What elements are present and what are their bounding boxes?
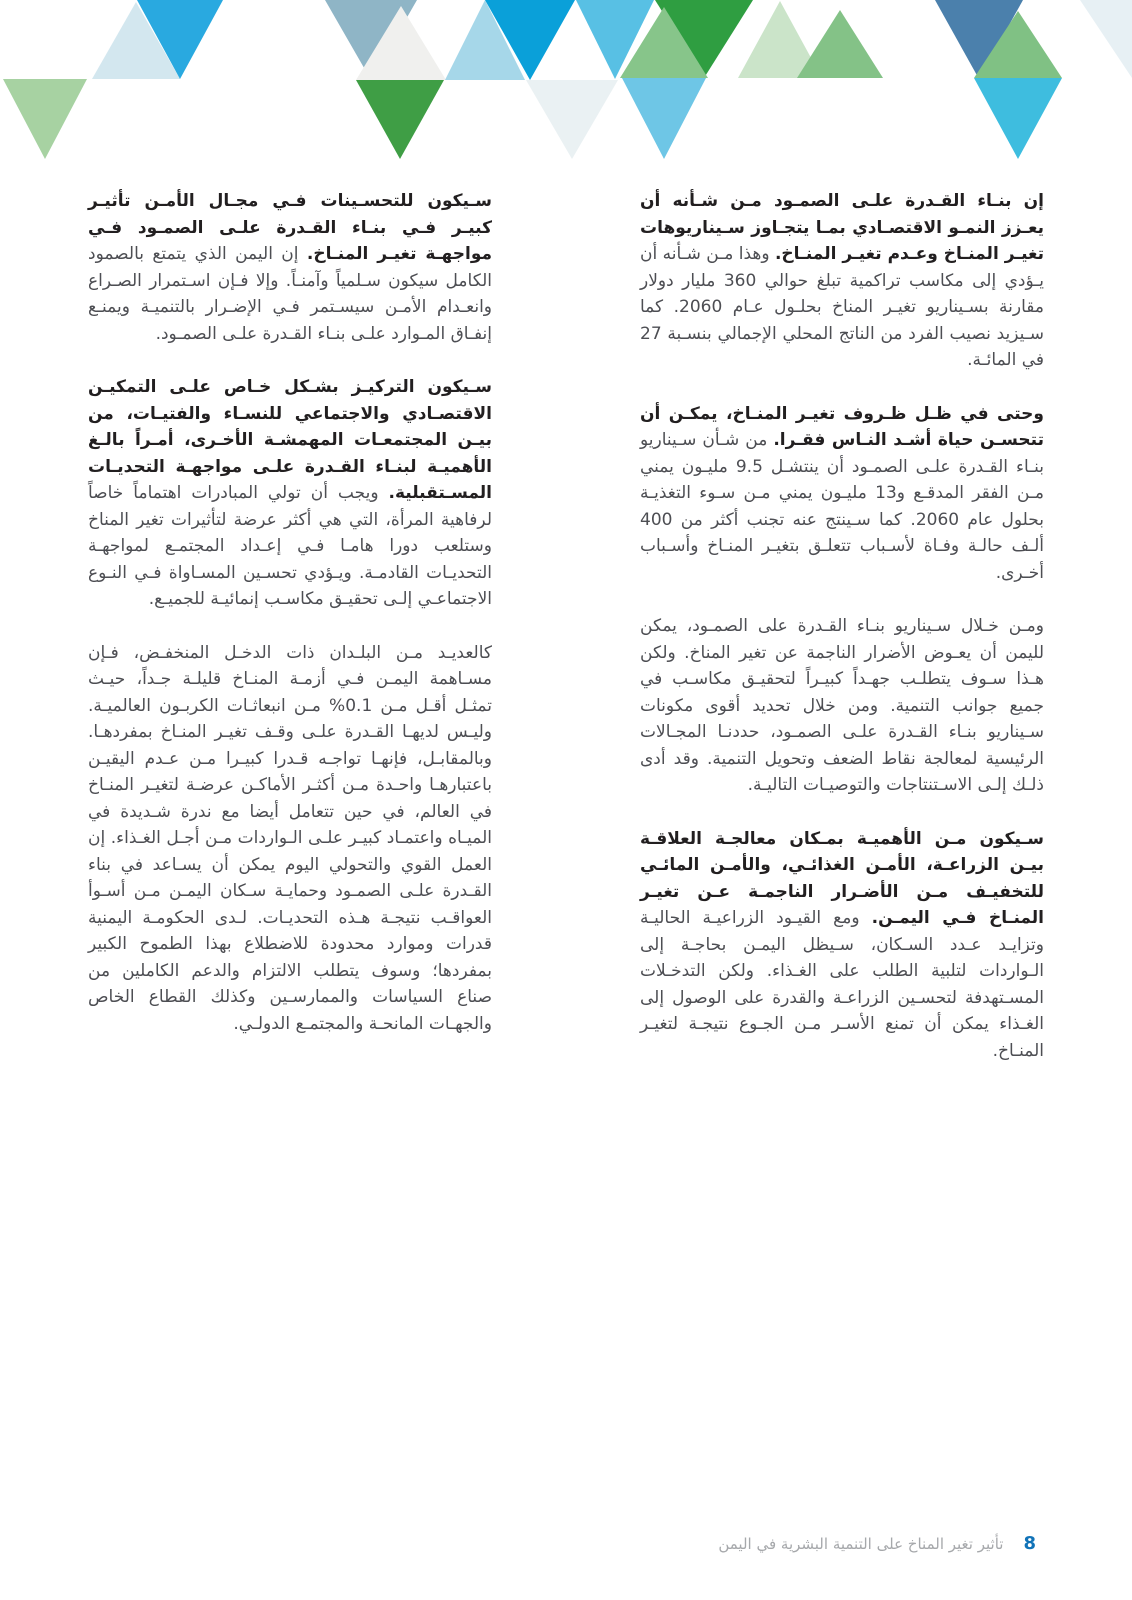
page-number: 8 [1023, 1533, 1036, 1554]
paragraph-body: من شـأن سـيناريو بنـاء القـدرة علـى الصمـود أن ينتشـل 9.5 مليـون يمني مـن الفقر المدقـع و13 مليـون يمني مـن سـوء التغذيـة بحلول عام 2060. كما سـينتج عنه تجنب أكثر من 400 ألـف حالـة وفـاة لأسـباب تتعلـق بتغيـر المنـاخ وأسـباب أخـرى. [640, 430, 1044, 583]
paragraph [640, 613, 1044, 799]
triangle-shape [620, 7, 708, 78]
paragraph-body: وهذا مـن شـأنه أن يـؤدي إلى مكاسب تراكمية تبلغ حوالي 360 مليار دولار مقارنة بسـيناريو تغيـر المناخ بحلـول عـام 2060. كما سـيزيد نصيب الفرد من الناتج المحلي الإجمالي بنسـبة 27 في المائـة. [640, 244, 1044, 370]
paragraph-lead: إن بنـاء القـدرة علـى الصمـود مـن شـأنه أن يعـزز النمـو الاقتصـادي بمـا يتجـاوز سـيناريوهات تغيـر المنـاخ وعـدم تغيـر المنـاخ. [640, 191, 1044, 264]
paragraph [640, 826, 1044, 1065]
triangle-shape [3, 79, 87, 159]
triangle-shape [974, 78, 1062, 159]
footer [718, 1533, 1036, 1554]
triangle-shape [485, 0, 575, 80]
text-column-right [640, 188, 1044, 1091]
triangle-shape [974, 11, 1062, 78]
triangle-shape [526, 80, 618, 159]
paragraph-lead: وحتى في ظـل ظـروف تغيـر المنـاخ، يمكـن أن تتحسـن حياة أشـد النـاس فقـرا. [640, 403, 1044, 450]
paragraph [88, 640, 492, 1038]
triangle-shape [797, 10, 883, 78]
triangle-shape [356, 80, 444, 159]
page-body [88, 188, 1044, 1091]
header-triangle-decoration [0, 0, 1132, 162]
footer-title: تأثير تغير المناخ على التنمية البشرية في اليمن [718, 1535, 1004, 1553]
paragraph [88, 188, 492, 347]
paragraph-body: إن اليمن الذي يتمتع بالصمود الكامل سيكون سـلمياً وآمنـاً. وإلا فـإن اسـتمرار الصـراع وانعـدام الأمـن سيسـتمر فـي الإضـرار بالتنميـة ويمنـع إنفـاق المـوارد علـى بنـاء القـدرة علـى الصمـود. [88, 244, 492, 344]
text-column-left [88, 188, 492, 1091]
paragraph-body: كالعديـد مـن البلـدان ذات الدخـل المنخفـض، فـإن مسـاهمة اليمـن فـي أزمـة المنـاخ قليلـة جـداً، حيـث تمثـل أقـل مـن 0.1% مـن انبعاثـات الكربـون العالميـة. وليـس لديهـا القـدرة علـى وقـف تغيـر المنـاخ بمفردهـا. وبالمقابـل، فإنهـا تواجـه قـدرا كبيـرا مـن عـدم اليقيـن باعتبارهـا واحـدة مـن أكثـر الأماكـن عرضـة لتغيـر المنـاخ في العالم، في حين تتعامل أيضا مع ندرة شـديدة في الميـاه واعتمـاد كبيـر علـى الـواردات مـن أجـل الغـذاء. إن العمل القوي والتحولي اليوم يمكن أن يسـاعد في بناء القـدرة علـى الصمـود وحمايـة سـكان اليمـن مـن أسـوأ العواقـب نتيجـة هـذه التحديـات. لـدى الحكومـة اليمنية قدرات وموارد محدودة للاضطلاع بهذا الطموح الكبير بمفردها؛ وسوف يتطلب الالتزام والدعم الكاملين من صناع السياسات والممارسـين وكذلك القطاع الخاص والجهـات المانحـة والمجتمـع الدولـي. [88, 642, 492, 1034]
paragraph-lead: سـيكون التركيـز بشـكل خـاص علـى التمكيـن الاقتصـادي والاجتماعي للنسـاء والفتيـات، من بيـن المجتمعـات المهمشـة الأخـرى، أمـراً بالـغ الأهميـة لبنـاء القـدرة علـى مواجهـة التحديـات المسـتقبلية. [88, 377, 492, 503]
paragraph [88, 374, 492, 613]
paragraph-lead: سـيكون مـن الأهميـة بمـكان معالجـة العلاقـة بيـن الزراعـة، الأمـن الغذائـي، والأمـن المائـي للتخفيـف مـن الأضـرار الناجمـة عـن تغيـر المنـاخ فـي اليمـن. [640, 828, 1044, 928]
triangle-shape [356, 6, 446, 80]
paragraph-lead: سـيكون للتحسـينات فـي مجـال الأمـن تأثيـر كبيـر فـي بنـاء القـدرة علـى الصمـود فـي مواجهـة تغيـر المنـاخ. [88, 191, 493, 264]
triangle-shape [622, 78, 706, 159]
paragraph [640, 401, 1044, 587]
triangle-shape [1080, 0, 1132, 78]
triangle-shape [137, 0, 223, 79]
paragraph-body: ويجب أن تولي المبادرات اهتماماً خاصاً لرفاهية المرأة، التي هي أكثر عرضة لتأثيرات تغير المناخ وستلعب دورا هامـا فـي إعـداد المجتمـع لمواجهـة التحديـات القادمـة. ويـؤدي تحسـين المسـاواة فـي النـوع الاجتماعـي إلـى تحقيـق مكاسـب إنمائيـة للجميـع. [88, 483, 492, 609]
paragraph-body: ومع القيـود الزراعيـة الحاليـة وتزايـد عـدد السـكان، سـيظل اليمـن بحاجـة إلى الـواردات لتلبية الطلب على الغـذاء. ولكن التدخـلات المسـتهدفة لتحسـين الزراعـة والقدرة على الوصول إلى الغـذاء يمكن أن تمنع الأسـر مـن الجـوع نتيجـة لتغيـر المنـاخ. [640, 908, 1044, 1061]
paragraph [640, 188, 1044, 374]
paragraph-body: ومـن خـلال سـيناريو بنـاء القـدرة على الصمـود، يمكن لليمن أن يعـوض الأضرار الناجمة عن تغير المناخ. ولكن هـذا سـوف يتطلـب جهـداً كبيـراً لتحقيـق مكاسـب في جميع جوانب التنمية. ومن خلال تحديد أقوى مكونات سـيناريو بنـاء القـدرة علـى الصمـود، حددنـا المجـالات الرئيسية لمعالجة نقاط الضعف وتحويل التنمية. وقد أدى ذلـك إلـى الاسـتنتاجات والتوصيـات التاليـة. [640, 616, 1044, 795]
